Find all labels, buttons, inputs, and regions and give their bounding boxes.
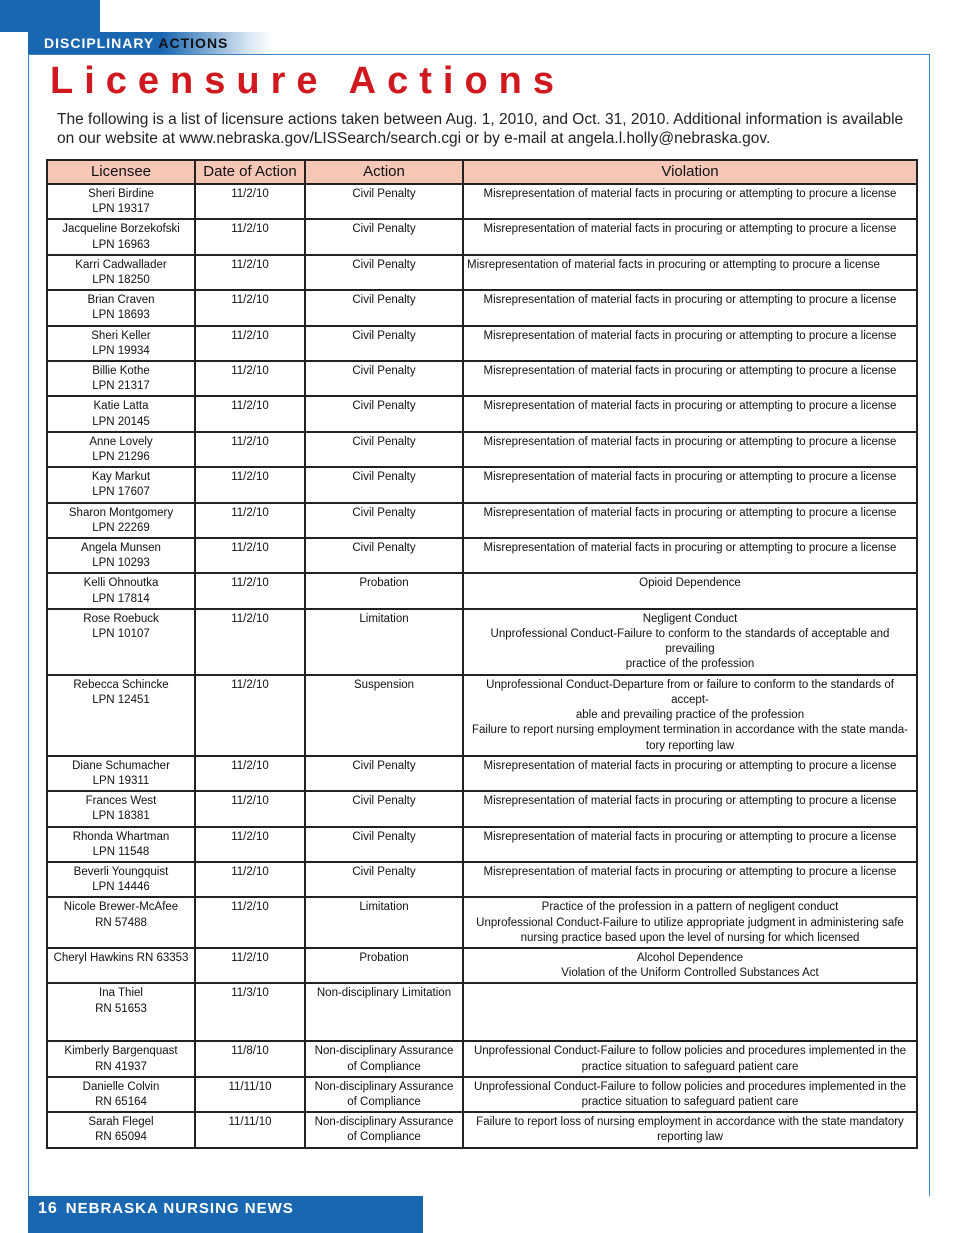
date-cell: 11/2/10 (195, 184, 305, 219)
violation-cell-line: Failure to report loss of nursing employment in accordance with the state mandatory (476, 1116, 904, 1129)
date-cell: 11/2/10 (195, 290, 305, 325)
licensee-cell-line: Sheri Keller (91, 329, 151, 342)
violation-cell (463, 467, 917, 502)
licensee-cell-line: Frances West (85, 795, 157, 808)
table-row (47, 219, 917, 254)
violation-cell-line: Misrepresentation of material facts in procuring or attempting to procure a license (483, 294, 897, 307)
licensee-cell-line: LPN 18250 (92, 274, 150, 287)
licensee-cell-line: LPN 21296 (92, 451, 150, 464)
action-cell-line: Civil Penalty (352, 258, 416, 271)
action-cell (305, 791, 463, 826)
date-cell: 11/2/10 (195, 538, 305, 573)
licensee-cell (47, 361, 195, 396)
action-cell-line: of Compliance (347, 1095, 421, 1108)
action-cell-line: of Compliance (347, 1060, 421, 1073)
action-cell-line: Limitation (359, 612, 409, 625)
violation-cell-line: Failure to report nursing employment termination in accordance with the state manda- (472, 724, 908, 737)
action-cell-line: Civil Penalty (352, 365, 416, 378)
violation-cell (463, 219, 917, 254)
date-cell: 11/2/10 (195, 609, 305, 675)
licensee-cell-line: Sarah Flegel (88, 1116, 154, 1129)
action-cell-line: Civil Penalty (352, 795, 416, 808)
date-cell: 11/11/10 (195, 1112, 305, 1147)
licensee-cell (47, 573, 195, 608)
table-row (47, 791, 917, 826)
licensee-cell (47, 948, 195, 983)
section-label-part1: DISCIPLINARY (44, 35, 159, 51)
action-cell (305, 361, 463, 396)
licensee-cell-line: Sharon Montgomery (68, 506, 174, 519)
table-row (47, 609, 917, 675)
date-cell: 11/2/10 (195, 948, 305, 983)
licensee-cell (47, 538, 195, 573)
action-cell-line: Probation (359, 951, 409, 964)
licensee-cell-line: Danielle Colvin (82, 1080, 160, 1093)
violation-cell-line: practice of the profession (625, 658, 755, 671)
date-cell: 11/2/10 (195, 756, 305, 791)
licensee-cell (47, 255, 195, 290)
licensee-cell-line: Ina Thiel (99, 987, 143, 1000)
licensee-cell (47, 326, 195, 361)
action-cell (305, 255, 463, 290)
violation-cell (463, 396, 917, 431)
top-blue-tab (0, 0, 100, 32)
table-row (47, 1041, 917, 1076)
violation-cell-line: Opioid Dependence (639, 577, 741, 590)
table-row (47, 255, 917, 290)
table-row (47, 675, 917, 756)
violation-cell (463, 1041, 917, 1076)
table-header-row (47, 160, 917, 184)
date-cell: 11/2/10 (195, 219, 305, 254)
licensee-cell-line: Cheryl Hawkins RN 63353 (53, 951, 189, 964)
table-row (47, 396, 917, 431)
licensee-cell-line: Billie Kothe (92, 365, 150, 378)
action-cell-line: Civil Penalty (352, 865, 416, 878)
licensee-cell-line: LPN 12451 (92, 693, 150, 706)
date-cell: 11/8/10 (195, 1041, 305, 1076)
action-cell (305, 983, 463, 1041)
action-cell-line: Probation (359, 577, 409, 590)
licensee-cell (47, 290, 195, 325)
violation-cell-line: practice situation to safeguard patient care (581, 1060, 799, 1073)
licensee-cell-line: RN 51653 (95, 1002, 147, 1015)
violation-cell-line: Practice of the profession in a pattern of negligent conduct (541, 901, 839, 914)
licensee-cell-line: Katie Latta (93, 400, 149, 413)
violation-cell (463, 432, 917, 467)
table-row (47, 827, 917, 862)
violation-cell-line: Misrepresentation of material facts in procuring or attempting to procure a license (483, 542, 897, 555)
action-cell (305, 1077, 463, 1112)
action-cell (305, 862, 463, 897)
violation-cell-line: Misrepresentation of material facts in procuring or attempting to procure a license (483, 188, 897, 200)
page-title: Licensure Actions (50, 60, 566, 102)
table-row (47, 503, 917, 538)
action-cell-line: Civil Penalty (352, 435, 416, 448)
violation-cell (463, 290, 917, 325)
date-cell: 11/2/10 (195, 467, 305, 502)
action-cell-line: Civil Penalty (352, 830, 416, 843)
action-cell (305, 1112, 463, 1147)
licensee-cell-line: Rebecca Schincke (73, 678, 169, 691)
licensee-cell-line: Diane Schumacher (72, 759, 170, 772)
action-cell-line: Suspension (353, 678, 415, 691)
licensee-cell (47, 609, 195, 675)
section-label (44, 35, 228, 51)
date-cell: 11/2/10 (195, 326, 305, 361)
footer-bar (28, 1196, 423, 1233)
date-cell: 11/2/10 (195, 396, 305, 431)
action-cell-line: Civil Penalty (352, 188, 416, 200)
licensee-cell-line: Anne Lovely (89, 435, 153, 448)
licensee-cell (47, 675, 195, 756)
licensee-cell (47, 983, 195, 1041)
violation-cell (463, 573, 917, 608)
licensee-cell-line: Kay Markut (91, 471, 151, 484)
violation-cell-line: Misrepresentation of material facts in procuring or attempting to procure a license (483, 435, 897, 448)
column-header-date: Date of Action (195, 160, 305, 184)
licensee-cell-line: Jacqueline Borzekofski (62, 223, 180, 236)
action-cell-line: Non-disciplinary Assurance (314, 1116, 454, 1129)
violation-cell (463, 791, 917, 826)
licensee-cell-line: RN 41937 (95, 1060, 147, 1073)
action-cell (305, 396, 463, 431)
date-cell: 11/2/10 (195, 827, 305, 862)
violation-cell-line: Misrepresentation of material facts in procuring or attempting to procure a license (483, 865, 897, 878)
violation-cell-line: Misrepresentation of material facts in procuring or attempting to procure a license (483, 830, 897, 843)
action-cell-line: Non-disciplinary Assurance (314, 1045, 454, 1058)
violation-cell (463, 897, 917, 948)
violation-cell-line: Misrepresentation of material facts in procuring or attempting to procure a license (483, 795, 897, 808)
action-cell-line: Civil Penalty (352, 294, 416, 307)
violation-cell (463, 756, 917, 791)
violation-cell-line: able and prevailing practice of the profession (575, 709, 805, 722)
licensee-cell-line: Beverli Youngquist (73, 865, 169, 878)
licensee-cell (47, 897, 195, 948)
action-cell (305, 827, 463, 862)
action-cell-line: Civil Penalty (352, 542, 416, 555)
licensee-cell-line: Karri Cadwallader (75, 258, 167, 271)
action-cell-line: Non-disciplinary Limitation (316, 987, 452, 1000)
violation-cell (463, 1112, 917, 1147)
table-row (47, 948, 917, 983)
action-cell (305, 675, 463, 756)
licensee-cell-line: LPN 19311 (92, 774, 150, 787)
table-row (47, 862, 917, 897)
licensee-cell-line: LPN 14446 (92, 881, 150, 894)
violation-cell (463, 326, 917, 361)
date-cell: 11/11/10 (195, 1077, 305, 1112)
licensee-cell (47, 1112, 195, 1147)
action-cell-line: Civil Penalty (352, 223, 416, 236)
violation-cell (463, 184, 917, 219)
violation-cell (463, 255, 917, 290)
table-row (47, 184, 917, 219)
violation-cell (463, 948, 917, 983)
date-cell: 11/2/10 (195, 432, 305, 467)
action-cell (305, 538, 463, 573)
licensee-cell (47, 432, 195, 467)
licensee-cell-line: Brian Craven (87, 294, 155, 307)
violation-cell-line: Misrepresentation of material facts in procuring or attempting to procure a license (483, 471, 897, 484)
violation-cell-line: Misrepresentation of material facts in procuring or attempting to procure a license (467, 258, 880, 271)
table-row (47, 290, 917, 325)
action-cell (305, 756, 463, 791)
table-row (47, 326, 917, 361)
date-cell: 11/2/10 (195, 897, 305, 948)
licensee-cell-line: LPN 10293 (92, 557, 150, 570)
licensee-cell-line: Nicole Brewer-McAfee (63, 901, 179, 914)
violation-cell (463, 983, 917, 1041)
violation-cell-line: Unprofessional Conduct-Failure to follow policies and procedures implemented in the (473, 1045, 907, 1058)
violation-cell-line: Misrepresentation of material facts in procuring or attempting to procure a license (483, 223, 897, 236)
violation-cell (463, 361, 917, 396)
licensee-cell-line: LPN 11548 (92, 845, 150, 858)
licensee-cell-line: Sheri Birdine (88, 188, 154, 200)
licensee-cell (47, 791, 195, 826)
action-cell-line: Civil Penalty (352, 759, 416, 772)
licensee-cell-line: LPN 22269 (92, 521, 150, 534)
licensee-cell (47, 467, 195, 502)
violation-cell (463, 862, 917, 897)
action-cell-line: Civil Penalty (352, 471, 416, 484)
intro-paragraph: The following is a list of licensure actions taken between Aug. 1, 2010, and Oct. 31, 2010. Additional information is available on our website at www.nebraska.gov/LISSearch/search.cgi or by e-mail at angela.l.holly@nebraska.gov. (57, 111, 904, 147)
date-cell: 11/2/10 (195, 791, 305, 826)
licensee-cell (47, 1041, 195, 1076)
licensee-cell (47, 503, 195, 538)
licensee-cell (47, 219, 195, 254)
licensee-cell-line: RN 57488 (95, 916, 147, 929)
table-row (47, 467, 917, 502)
licensee-cell-line: LPN 18693 (92, 309, 150, 322)
action-cell-line: Limitation (359, 901, 409, 914)
licensee-cell-line: Kelli Ohnoutka (83, 577, 159, 590)
date-cell: 11/2/10 (195, 573, 305, 608)
publication-name: NEBRASKA NURSING NEWS (65, 1200, 294, 1217)
violation-cell-line: Unprofessional Conduct-Departure from or failure to conform to the standards of accept- (486, 678, 894, 706)
violation-cell-line: Misrepresentation of material facts in procuring or attempting to procure a license (483, 329, 897, 342)
violation-cell-line: tory reporting law (645, 739, 735, 752)
violation-cell-line: Unprofessional Conduct-Failure to conform to the standards of acceptable and prevailing (490, 628, 890, 656)
action-cell (305, 219, 463, 254)
violation-cell (463, 503, 917, 538)
action-cell (305, 184, 463, 219)
date-cell: 11/2/10 (195, 675, 305, 756)
action-cell-line: Non-disciplinary Assurance (314, 1080, 454, 1093)
licensee-cell-line: LPN 19317 (92, 203, 150, 216)
table-body (47, 184, 917, 1148)
table-row (47, 897, 917, 948)
violation-cell-line: Negligent Conduct (642, 612, 738, 625)
column-header-licensee: Licensee (47, 160, 195, 184)
violation-cell-line: nursing practice based upon the level of nursing for which licensed (520, 931, 860, 944)
table-row (47, 983, 917, 1041)
date-cell: 11/2/10 (195, 862, 305, 897)
licensee-cell-line: LPN 21317 (92, 380, 150, 393)
table-row (47, 573, 917, 608)
table-row (47, 538, 917, 573)
licensee-cell-line: RN 65164 (95, 1095, 147, 1108)
violation-cell-line: Misrepresentation of material facts in procuring or attempting to procure a license (483, 365, 897, 378)
action-cell (305, 290, 463, 325)
licensee-cell-line: RN 65094 (95, 1131, 147, 1144)
licensee-cell-line: Kimberly Bargenquast (64, 1045, 178, 1058)
action-cell (305, 948, 463, 983)
violation-cell-line: Misrepresentation of material facts in procuring or attempting to procure a license (483, 506, 897, 519)
violation-cell (463, 827, 917, 862)
licensee-cell (47, 184, 195, 219)
licensee-cell-line: Rose Roebuck (83, 612, 159, 625)
action-cell (305, 609, 463, 675)
licensee-cell-line: Angela Munsen (81, 542, 161, 555)
action-cell-line: of Compliance (347, 1131, 421, 1144)
action-cell-line: Civil Penalty (352, 506, 416, 519)
table-row (47, 1112, 917, 1147)
action-cell (305, 897, 463, 948)
action-cell (305, 503, 463, 538)
licensee-cell-line: LPN 19934 (92, 344, 150, 357)
column-header-action: Action (305, 160, 463, 184)
licensee-cell (47, 396, 195, 431)
licensee-cell (47, 756, 195, 791)
section-label-part2: ACTIONS (158, 35, 229, 51)
licensee-cell (47, 1077, 195, 1112)
violation-cell-line: Misrepresentation of material facts in procuring or attempting to procure a license (483, 759, 897, 772)
violation-cell (463, 1077, 917, 1112)
action-cell-line: Civil Penalty (352, 329, 416, 342)
violation-cell-line: Unprofessional Conduct-Failure to follow policies and procedures implemented in the (473, 1080, 907, 1093)
date-cell: 11/2/10 (195, 361, 305, 396)
table-row (47, 1077, 917, 1112)
date-cell: 11/2/10 (195, 255, 305, 290)
action-cell (305, 326, 463, 361)
violation-cell-line: Alcohol Dependence (636, 951, 744, 964)
licensee-cell (47, 862, 195, 897)
licensee-cell-line: Rhonda Whartman (72, 830, 170, 843)
page-number: 16 (38, 1200, 58, 1217)
action-cell (305, 1041, 463, 1076)
licensee-cell-line: LPN 16963 (92, 238, 150, 251)
table-row (47, 756, 917, 791)
violation-cell (463, 609, 917, 675)
action-cell-line: Civil Penalty (352, 400, 416, 413)
licensee-cell-line: LPN 18381 (92, 810, 150, 823)
date-cell: 11/3/10 (195, 983, 305, 1041)
violation-cell-line: practice situation to safeguard patient care (581, 1095, 799, 1108)
table-row (47, 361, 917, 396)
action-cell (305, 573, 463, 608)
column-header-violation: Violation (463, 160, 917, 184)
action-cell (305, 432, 463, 467)
licensee-cell-line: LPN 17814 (92, 592, 150, 605)
date-cell: 11/2/10 (195, 503, 305, 538)
licensure-actions-table (46, 159, 918, 1149)
violation-cell-line: Misrepresentation of material facts in procuring or attempting to procure a license (483, 400, 897, 413)
licensee-cell-line: LPN 20145 (92, 415, 150, 428)
violation-cell (463, 675, 917, 756)
licensee-cell-line: LPN 17607 (92, 486, 150, 499)
licensee-cell (47, 827, 195, 862)
action-cell (305, 467, 463, 502)
violation-cell-line: reporting law (657, 1131, 723, 1144)
table-row (47, 432, 917, 467)
violation-cell (463, 538, 917, 573)
violation-cell-line: Violation of the Uniform Controlled Substances Act (561, 967, 819, 980)
licensee-cell-line: LPN 10107 (92, 628, 150, 641)
violation-cell-line: Unprofessional Conduct-Failure to utilize appropriate judgment in administering safe (476, 916, 904, 929)
